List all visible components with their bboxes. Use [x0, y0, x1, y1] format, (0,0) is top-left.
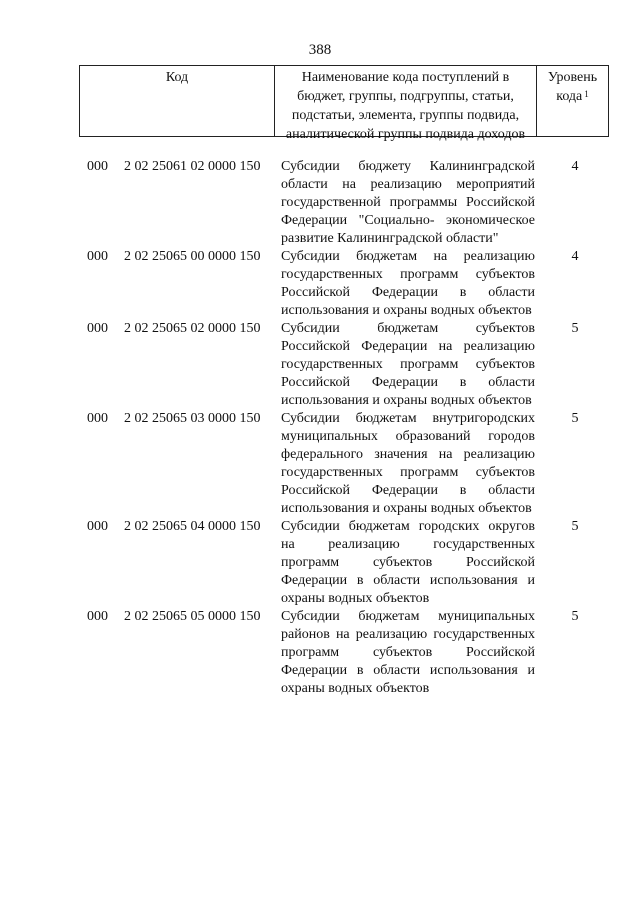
admin-code: 000 — [87, 519, 108, 534]
revenue-name-part: на реализацию государственных — [281, 537, 535, 552]
admin-code: 000 — [87, 249, 108, 264]
table-row — [0, 248, 640, 320]
revenue-name-part: Федерации в области использования и — [281, 573, 535, 588]
header-code: Код — [80, 66, 275, 136]
revenue-code: 2 02 25065 02 0000 150 — [124, 321, 261, 336]
revenue-name — [281, 248, 535, 320]
revenue-name-part: использования и охраны водных — [281, 501, 475, 516]
revenue-name-part: использования и охраны водных — [281, 393, 475, 408]
table-header — [79, 65, 609, 142]
level-footnote-mark: 1 — [584, 89, 589, 99]
revenue-name-part: Субсидии бюджетам внутригородских — [281, 411, 535, 426]
header-level-word: кода — [556, 89, 583, 104]
revenue-name-part: использования и охраны водных — [281, 663, 536, 696]
code-level: 5 — [571, 609, 579, 624]
header-name — [275, 66, 537, 142]
revenue-name-part: объектов — [478, 393, 532, 408]
revenue-name-part: объектов — [478, 303, 532, 318]
admin-code: 000 — [87, 321, 108, 336]
revenue-name-part: Российской Федерации в области — [281, 483, 535, 498]
revenue-code: 2 02 25065 04 0000 150 — [124, 519, 261, 534]
header-name-line: подстатьи, элемента, группы подвида, — [291, 108, 520, 123]
revenue-name-part: охраны водных объектов — [281, 591, 430, 606]
revenue-name-part: Российской Федерации на реализацию — [281, 339, 535, 354]
code-level: 5 — [571, 321, 579, 336]
header-level — [537, 66, 608, 136]
table-row — [0, 410, 640, 518]
header-name-line: Наименование кода поступлений в — [301, 70, 510, 85]
table-body — [0, 158, 640, 698]
table-row — [0, 320, 640, 410]
revenue-name-part: Субсидии бюджетам субъектов — [281, 321, 535, 336]
admin-code: 000 — [87, 609, 108, 624]
code-level: 5 — [571, 411, 579, 426]
revenue-name-part: муниципальных образований городов — [281, 429, 535, 444]
revenue-name-part: объектов — [375, 681, 430, 696]
code-level: 4 — [571, 159, 579, 174]
revenue-name-part: Субсидии бюджетам городских округов — [281, 519, 535, 534]
revenue-name-part: объектов — [478, 501, 532, 516]
revenue-name-part: государственных программ субъектов — [281, 267, 535, 282]
revenue-name-part: федерального значения на реализацию — [281, 447, 535, 462]
revenue-code: 2 02 25065 00 0000 150 — [124, 249, 261, 264]
revenue-name-part: программ субъектов Российской — [281, 555, 535, 570]
revenue-name — [281, 518, 535, 608]
revenue-name-part: Российской Федерации в области — [281, 285, 535, 300]
code-level: 5 — [571, 519, 579, 534]
revenue-name-part: Российской Федерации в области — [281, 375, 535, 390]
revenue-code: 2 02 25065 05 0000 150 — [124, 609, 261, 624]
header-level-line — [537, 87, 608, 106]
revenue-name-part: Калининградской области" — [337, 231, 499, 246]
revenue-name-part: Субсидии бюджету Калининградской — [281, 159, 535, 174]
revenue-name-part: области на реализацию мероприятий — [281, 177, 535, 192]
code-level: 4 — [571, 249, 579, 264]
revenue-name-part: использования и охраны водных — [281, 303, 475, 318]
revenue-name-part: Субсидии бюджетам на реализацию — [281, 249, 535, 264]
revenue-code: 2 02 25061 02 0000 150 — [124, 159, 261, 174]
revenue-name-part: районов на реализацию — [281, 627, 428, 642]
revenue-name — [281, 608, 535, 698]
revenue-name-part: государственной программы — [281, 195, 458, 210]
header-name-line: бюджет, группы, подгруппы, статьи, — [297, 89, 514, 104]
revenue-name — [281, 320, 535, 410]
revenue-name — [281, 158, 535, 248]
revenue-name-part: экономическое развитие — [281, 213, 535, 246]
table-row — [0, 608, 640, 698]
revenue-code: 2 02 25065 03 0000 150 — [124, 411, 261, 426]
header-name-line: аналитической группы подвида доходов — [285, 127, 526, 142]
admin-code: 000 — [87, 159, 108, 174]
revenue-name-part: государственных программ субъектов — [281, 357, 535, 372]
revenue-name-part: государственных программ субъектов — [281, 465, 535, 480]
table-row — [0, 518, 640, 608]
revenue-name-part: Российской Федерации "Социально- — [281, 195, 535, 228]
revenue-name-part: Российской Федерации в области — [281, 645, 535, 678]
table-row — [0, 158, 640, 248]
header-level-line: Уровень — [547, 70, 598, 85]
revenue-name-part: Субсидии бюджетам муниципальных — [281, 609, 535, 624]
revenue-name-part: государственных программ субъектов — [281, 627, 536, 660]
admin-code: 000 — [87, 411, 108, 426]
revenue-name — [281, 410, 535, 518]
page-number: 388 — [308, 42, 332, 58]
